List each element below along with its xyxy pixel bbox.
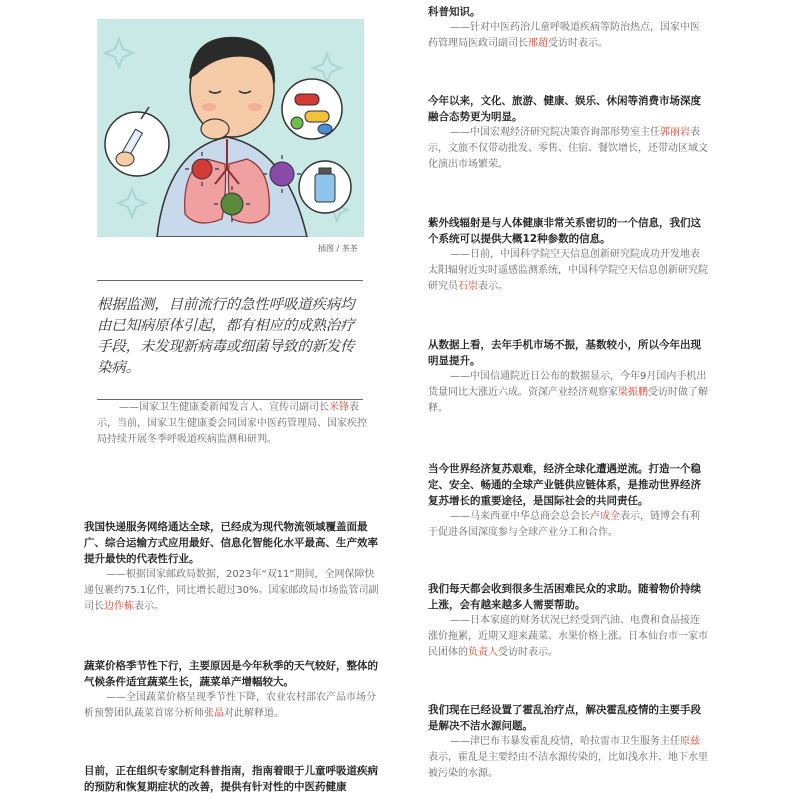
person-name: 郭丽岩 [660, 127, 690, 138]
item-title: 从数据上看，去年手机市场不振，基数较小，所以今年出现明显提升。 [428, 339, 701, 367]
attr-text: 对此解释道。 [224, 708, 284, 719]
attr-text: 表示，链博会有利于促进各国深度参与全球产业分工和合作。 [428, 511, 700, 538]
list-item [428, 461, 708, 541]
person-name: 卢成全 [590, 511, 620, 522]
list-item [428, 581, 708, 661]
item-title: 我们每天都会收到很多生活困难民众的求助。随着物价持续上涨，会有越来越多人需要帮助。 [428, 583, 701, 611]
list-item [84, 763, 384, 795]
medicine-bottle-icon [299, 161, 351, 213]
person-name: 梁振鹏 [618, 387, 648, 398]
quote-attribution [97, 400, 371, 448]
person-name: 米锋 [329, 402, 349, 413]
person-name: 负责人 [468, 647, 498, 658]
attr-text: 受访时表示。 [498, 647, 558, 658]
attr-text: 表示。 [478, 281, 508, 292]
attr-text: 表示，文旅不仅带动批发、零售、住宿、餐饮增长，还带动区域文化演出市场繁荣。 [428, 127, 708, 170]
pull-quote-text: 根据监测，目前流行的急性呼吸道疾病均由已知病原体引起，都有相应的成熟治疗手段，未发现新病毒或细菌导致的新发传染病。 [97, 297, 355, 376]
item-title: 我们现在已经设置了霍乱治疗点，解决霍乱疫情的主要手段是解决不洁水源问题。 [428, 704, 701, 732]
attr-text: ——根据国家邮政局数据，2023年“双11”期间，全网保障快递包裹约75.1亿件，同比增长超过30%。国家邮政局市场监管司副司长 [84, 569, 379, 612]
item-title: 我国快递服务网络通达全球，已经成为现代物流领域覆盖面最广、综合运输方式应用最好、信息化智能化水平最高、生产效率提升最快的代表性行业。 [84, 521, 378, 565]
person-name: 邢超 [528, 38, 548, 49]
attr-text: 受访时表示。 [548, 38, 608, 49]
child-cough-illustration [97, 19, 364, 237]
attr-text: 表示，霍乱是主要经由不洁水源传染的，比如浅水井、地下水里被污染的水源。 [428, 752, 708, 779]
attr-text: ——全国蔬菜价格呈现季节性下降，农业农村部农产品市场分析预警团队蔬菜首席分析师 [84, 692, 376, 719]
person-name: 张晶 [204, 708, 224, 719]
attr-text: 表示，当前，国家卫生健康委会同国家中医药管理局、国家疾控局持续开展冬季呼吸道疾病监测和研判。 [97, 402, 367, 445]
attr-text: ——中国信通院近日公布的数据显示，今年9月国内手机出货量同比大涨近六成。资深产业经济观察家 [428, 371, 707, 398]
item-title: 蔬菜价格季节性下行，主要原因是今年秋季的天气较好，整体的气候条件适宜蔬菜生长，蔬菜单产增幅较大。 [84, 660, 378, 688]
attr-text: ——津巴布韦暴发霍乱疫情，哈拉雷市卫生服务主任 [450, 736, 680, 747]
divider [97, 280, 363, 281]
attr-text: ——马来西亚中华总商会总会长 [450, 511, 590, 522]
attr-text: ——中国宏观经济研究院决策咨询部形势室主任 [450, 127, 660, 138]
list-item [428, 215, 708, 295]
list-item [428, 93, 708, 173]
attr-text: ——日前，中国科学院空天信息创新研究院成功开发地表太阳辐射近实时遥感监测系统，中国科学院空天信息创新研究院研究员 [428, 249, 708, 292]
attr-text: 受访时做了解释。 [428, 387, 708, 414]
person-name: 石崇 [458, 281, 478, 292]
attr-text: ——针对中医药治儿童呼吸道疾病等防治热点，国家中医药管理局医政司副司长 [428, 22, 700, 49]
list-item [428, 702, 708, 782]
person-name: 边作栋 [104, 601, 134, 612]
person-name: 原兹 [680, 736, 700, 747]
illustration-credit: 插图 / 茶茶 [318, 244, 358, 253]
pills-icon [282, 79, 342, 139]
item-title: 目前，正在组织专家制定科普指南，指南着眼于儿童呼吸道疾病的预防和恢复期症状的改善，提供有针对性的中医药健康 [84, 765, 378, 793]
illustration [97, 19, 364, 237]
attr-text: ——国家卫生健康委新闻发言人、宣传司副司长 [119, 402, 329, 413]
item-title: 今年以来，文化、旅游、健康、娱乐、休闲等消费市场深度融合态势更为明显。 [428, 95, 701, 123]
item-title: 紫外线辐射是与人体健康非常关系密切的一个信息，我们这个系统可以提供大概12种参数的信息。 [428, 217, 701, 245]
list-item [84, 519, 384, 615]
item-title: 科普知识。 [428, 6, 481, 18]
attr-text: 表示。 [134, 601, 164, 612]
attr-text: ——日本家庭的财务状况已经受到汽油、电费和食品接连涨价拖累，近期又迎来蔬菜、水果价格上涨。日本仙台市一家市民团体的 [428, 615, 708, 658]
pull-quote [97, 280, 363, 400]
list-item [84, 658, 384, 722]
item-title: 当今世界经济复苏艰难，经济全球化遭遇逆流。打造一个稳定、安全、畅通的全球产业链供应链体系，是推动世界经济复苏增长的重要途径，是国际社会的共同责任。 [428, 463, 701, 507]
list-item [428, 337, 708, 417]
list-item [428, 4, 708, 52]
